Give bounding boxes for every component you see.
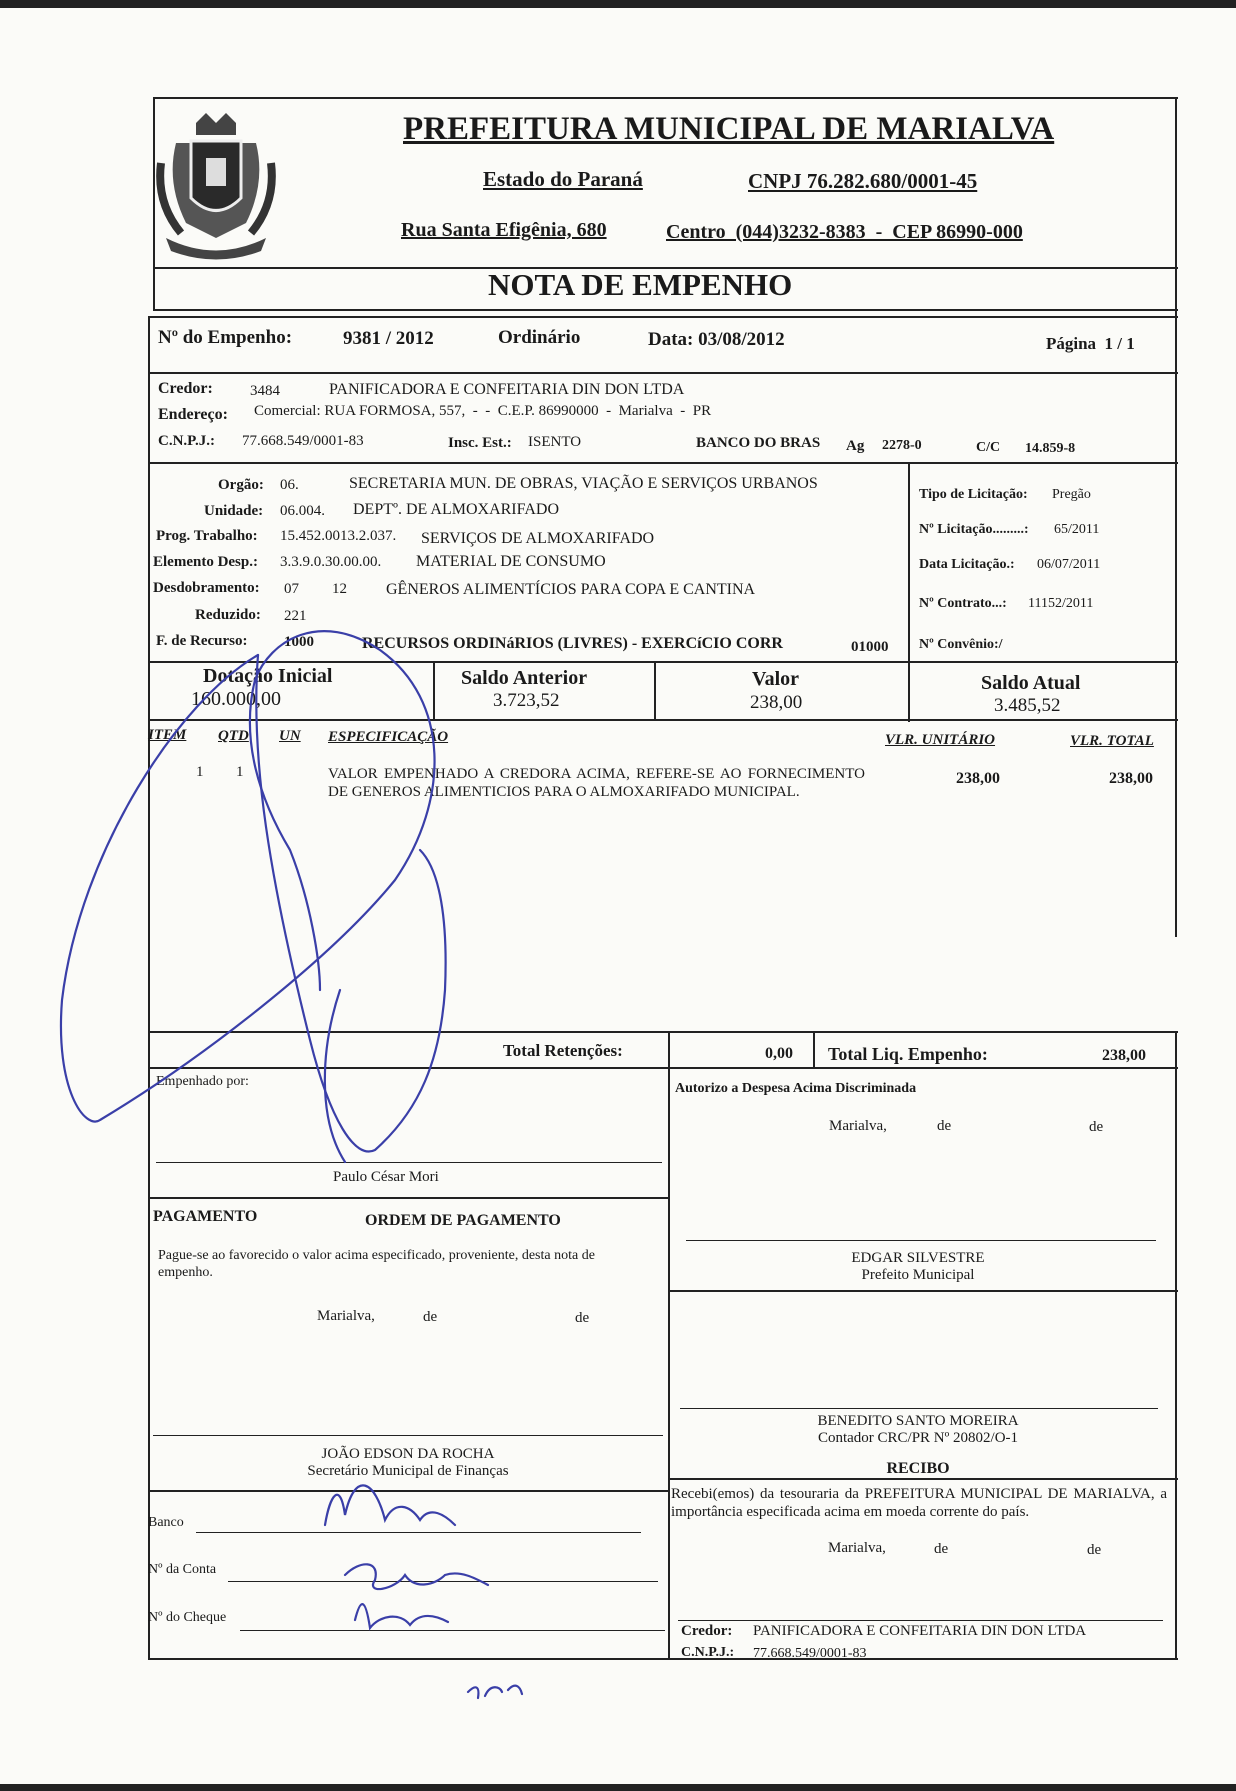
data-licitacao-label: Data Licitação.: (919, 557, 1015, 572)
col-especificacao-header: ESPECIFICAÇÃO (328, 729, 449, 745)
data-licitacao-value: 06/07/2011 (1037, 557, 1101, 572)
elemento-desp-code: 3.3.9.0.30.00.00. (280, 554, 382, 570)
unidade-name: DEPTº. DE ALMOXARIFADO (353, 501, 559, 518)
col-qtd-header: QTD (218, 728, 249, 744)
total-retencoes-label: Total Retenções: (503, 1041, 623, 1060)
col-un-header: UN (279, 728, 301, 744)
valor-value: 238,00 (750, 692, 803, 713)
nota-de-empenho-form (148, 97, 1178, 1660)
item-vlr-unitario: 238,00 (956, 770, 1000, 787)
prefeito-name: EDGAR SILVESTRE (851, 1250, 985, 1266)
dotacao-label: Dotação Inicial (203, 665, 333, 687)
account-label: C/C (976, 440, 1001, 455)
conta-label: Nº da Conta (148, 1562, 217, 1577)
tipo-licitacao-label: Tipo de Licitação: (919, 487, 1028, 502)
orgao-name: SECRETARIA MUN. DE OBRAS, VIAÇÃO E SERVIÇOS URBANOS (349, 475, 818, 492)
address-label: Endereço: (158, 406, 228, 423)
num-licitacao-label: Nº Licitação.........: (919, 522, 1029, 537)
recibo-city: Marialva, (828, 1540, 886, 1556)
desdobramento-name: GÊNEROS ALIMENTÍCIOS PARA COPA E CANTINA (386, 581, 756, 598)
item-qtd: 1 (236, 764, 244, 780)
desdobramento-code2: 12 (332, 581, 347, 597)
recibo-title: RECIBO (886, 1460, 950, 1477)
tipo-licitacao-value: Pregão (1052, 487, 1091, 502)
bank-name: BANCO DO BRAS (696, 435, 821, 451)
item-number: 1 (196, 764, 204, 780)
contrato-label: Nº Contrato...: (919, 596, 1007, 611)
orgao-label: Orgão: (218, 477, 264, 493)
banco-label: Banco (148, 1515, 184, 1530)
recibo-cnpj-label: C.N.P.J.: (681, 1645, 735, 1660)
insc-est-label: Insc. Est.: (448, 435, 512, 451)
prog-trabalho-code: 15.452.0013.2.037. (280, 528, 397, 544)
secretario-name: JOÃO EDSON DA ROCHA (321, 1446, 495, 1462)
empenho-type: Ordinário (498, 327, 581, 348)
total-retencoes-value: 0,00 (765, 1045, 793, 1062)
contrato-value: 11152/2011 (1028, 596, 1094, 611)
empenhado-por-label: Empenhado por: (156, 1074, 249, 1089)
pagamento-label: PAGAMENTO (153, 1208, 258, 1225)
credor-name: PANIFICADORA E CONFEITARIA DIN DON LTDA (329, 381, 685, 398)
agency-number: 2278-0 (882, 438, 922, 453)
contador-role: Contador CRC/PR Nº 20802/O-1 (817, 1430, 1019, 1446)
num-licitacao-value: 65/2011 (1054, 522, 1100, 537)
scan-border-bottom (0, 1784, 1236, 1791)
pagamento-de-2: de (575, 1310, 590, 1326)
credor-cnpj: 77.668.549/0001-83 (242, 433, 364, 449)
dotacao-value: 160.000,00 (191, 688, 281, 710)
recibo-cnpj-value: 77.668.549/0001-83 (753, 1646, 867, 1661)
total-liq-label: Total Liq. Empenho: (828, 1044, 988, 1064)
prog-trabalho-name: SERVIÇOS DE ALMOXARIFADO (421, 530, 655, 547)
empenhado-por-name: Paulo César Mori (333, 1169, 439, 1185)
recibo-credor-name: PANIFICADORA E CONFEITARIA DIN DON LTDA (753, 1623, 1087, 1639)
autorizo-label: Autorizo a Despesa Acima Discriminada (675, 1081, 917, 1096)
valor-label: Valor (752, 668, 800, 690)
prog-trabalho-label: Prog. Trabalho: (156, 528, 258, 544)
account-number: 14.859-8 (1025, 441, 1076, 456)
fonte-recurso-name: RECURSOS ORDINáRIOS (LIVRES) - EXERCíCIO CORR (362, 635, 783, 652)
unidade-label: Unidade: (204, 503, 264, 519)
fonte-recurso-code2: 01000 (851, 639, 889, 655)
street-address: Rua Santa Efigênia, 680 (401, 219, 607, 241)
cheque-label: Nº do Cheque (148, 1610, 227, 1625)
prefeitura-title: PREFEITURA MUNICIPAL DE MARIALVA (403, 111, 1055, 147)
recibo-de-2: de (1087, 1542, 1102, 1558)
credor-code: 3484 (250, 383, 280, 399)
pagamento-de-1: de (423, 1309, 438, 1325)
saldo-anterior-value: 3.723,52 (493, 690, 560, 711)
city-coat-of-arms-icon (156, 103, 306, 263)
ordem-pagamento-label: ORDEM DE PAGAMENTO (365, 1212, 561, 1229)
saldo-anterior-label: Saldo Anterior (461, 667, 588, 689)
col-vlr-unitario-header: VLR. UNITÁRIO (885, 732, 996, 748)
unidade-code: 06.004. (280, 503, 325, 519)
item-especificacao: VALOR EMPENHADO A CREDORA ACIMA, REFERE-SE AO FORNECIMENTO DE GENEROS ALIMENTICIOS PARA O ALMOXARIFADO MUNICIPAL. (328, 766, 865, 800)
item-vlr-total: 238,00 (1109, 770, 1153, 787)
convenio-label: Nº Convênio:/ (919, 637, 1003, 652)
recibo-credor-label: Credor: (681, 1623, 733, 1639)
prefeito-role: Prefeito Municipal (861, 1267, 975, 1283)
empenho-number: 9381 / 2012 (343, 328, 434, 349)
orgao-code: 06. (280, 477, 299, 493)
col-vlr-total-header: VLR. TOTAL (1070, 733, 1154, 749)
document-title: NOTA DE EMPENHO (488, 267, 793, 302)
contador-name: BENEDITO SANTO MOREIRA (817, 1413, 1019, 1429)
elemento-desp-name: MATERIAL DE CONSUMO (416, 553, 606, 570)
recibo-text: Recebi(emos) da tesouraria da PREFEITURA MUNICIPAL DE MARIALVA, a importância especificada acima em moeda corrente do país. (671, 1486, 1167, 1520)
reduzido-label: Reduzido: (195, 607, 261, 623)
elemento-desp-label: Elemento Desp.: (153, 554, 258, 570)
fonte-recurso-label: F. de Recurso: (156, 633, 248, 649)
desdobramento-label: Desdobramento: (153, 580, 260, 596)
empenho-date: Data: 03/08/2012 (648, 329, 785, 350)
autorizo-de-1: de (937, 1118, 952, 1134)
fonte-recurso-code: 1000 (284, 634, 314, 650)
prefeitura-cnpj: CNPJ 76.282.680/0001-45 (748, 169, 978, 193)
autorizo-de-2: de (1089, 1119, 1104, 1135)
pagamento-city: Marialva, (317, 1308, 375, 1324)
desdobramento-code1: 07 (284, 581, 299, 597)
agency-label: Ag (846, 438, 865, 454)
saldo-atual-value: 3.485,52 (994, 695, 1061, 716)
credor-address: Comercial: RUA FORMOSA, 557, - - C.E.P. 86990000 - Marialva - PR (254, 403, 712, 419)
secretario-role: Secretário Municipal de Finanças (307, 1463, 509, 1479)
col-item-header: ITEM (148, 727, 187, 743)
pagamento-text: Pague-se ao favorecido o valor acima especificado, proveniente, desta nota de empenho. (158, 1248, 595, 1280)
scan-border-top (0, 0, 1236, 8)
page-number: Página 1 / 1 (1046, 334, 1135, 353)
address-contact: Centro (044)3232-8383 - CEP 86990-000 (666, 221, 1023, 243)
saldo-atual-label: Saldo Atual (981, 672, 1081, 694)
autorizo-city: Marialva, (829, 1118, 887, 1134)
total-liq-value: 238,00 (1102, 1047, 1146, 1064)
insc-est-value: ISENTO (528, 434, 582, 450)
state-name: Estado do Paraná (483, 167, 643, 191)
reduzido-value: 221 (284, 608, 307, 624)
cnpj-label: C.N.P.J.: (158, 433, 215, 449)
recibo-de-1: de (934, 1541, 949, 1557)
credor-label: Credor: (158, 380, 213, 397)
empenho-number-label: Nº do Empenho: (158, 327, 293, 348)
